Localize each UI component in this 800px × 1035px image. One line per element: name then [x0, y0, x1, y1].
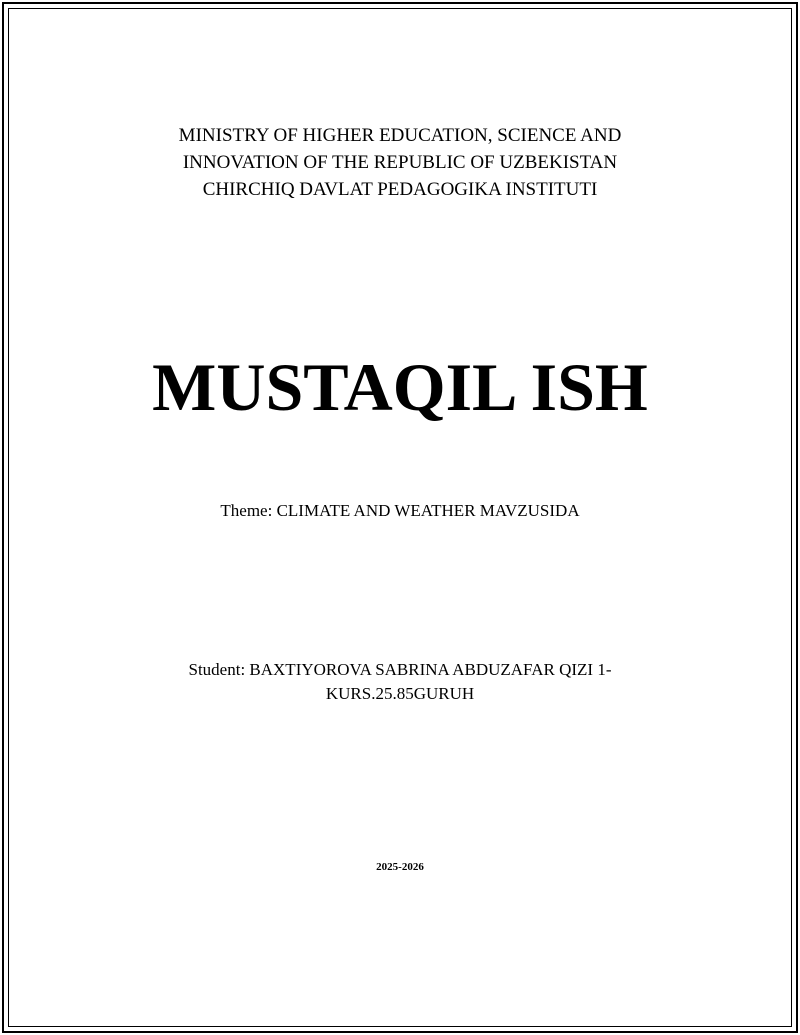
academic-year: 2025-2026 [376, 861, 424, 873]
institution-header [0, 122, 800, 203]
student-line: KURS.25.85GURUH [325, 684, 475, 703]
document-title: MUSTAQIL ISH [152, 349, 648, 425]
student-info [0, 658, 800, 706]
theme-line: Theme: CLIMATE AND WEATHER MAVZUSIDA [220, 501, 580, 520]
header-line: MINISTRY OF HIGHER EDUCATION, SCIENCE AND [178, 125, 622, 146]
header-line: INNOVATION OF THE REPUBLIC OF UZBEKISTAN [182, 152, 618, 173]
header-line: CHIRCHIQ DAVLAT PEDAGOGIKA INSTITUTI [202, 179, 598, 200]
student-line: Student: BAXTIYOROVA SABRINA ABDUZAFAR QIZI 1- [188, 660, 612, 679]
